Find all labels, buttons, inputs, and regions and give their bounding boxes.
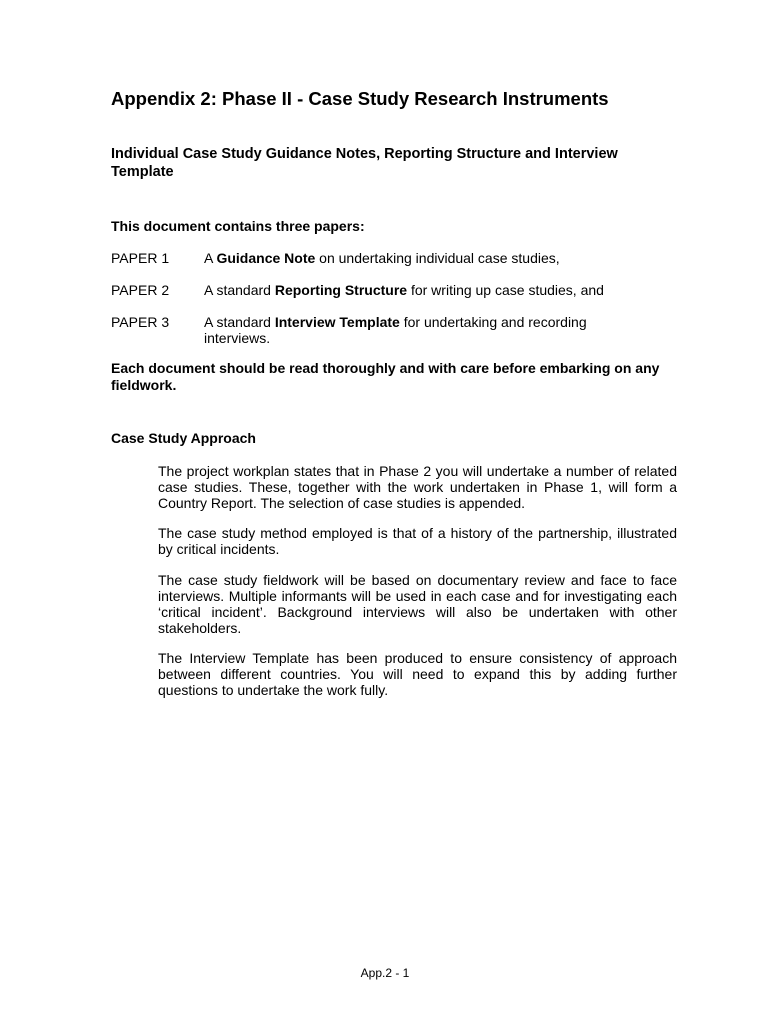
paper-label: PAPER 2 [111,282,170,298]
paper-desc-suffix: for undertaking and recording interviews. [204,314,587,346]
paper-label: PAPER 3 [111,314,170,330]
paper-desc-prefix: A standard [204,314,275,330]
paper-desc-suffix: on undertaking individual case studies, [315,250,560,266]
paper-desc-bold: Guidance Note [216,250,316,266]
paper-description [204,282,624,298]
contents-heading: This document contains three papers: [111,218,365,234]
paper-description [204,250,624,266]
reading-notice: Each document should be read thoroughly and with care before embarking on any fieldwork. [111,360,660,393]
paper-label: PAPER 1 [111,250,170,266]
page-number: App.2 - 1 [360,966,410,980]
paper-description [204,314,624,346]
paper-desc-bold: Interview Template [274,314,400,330]
paragraph: The project workplan states that in Phase 2 you will undertake a number of related case studies. These, together with the work undertaken in Phase 1, will form a Country Report. The selection of case studies is appended. [158,463,677,511]
page-title: Appendix 2: Phase II - Case Study Research Instruments [111,88,609,109]
paragraph: The case study fieldwork will be based on documentary review and face to face interviews. Multiple informants will be used in each case and for investigating each ‘critical incident’. Background interviews will also be undertaken with other stakeholders. [158,572,677,636]
paragraph: The Interview Template has been produced to ensure consistency of approach between different countries. You will need to expand this by adding further questions to undertake the work fully. [158,650,677,698]
document-subtitle: Individual Case Study Guidance Notes, Reporting Structure and Interview Template [111,146,618,180]
paper-desc-prefix: A [204,250,217,266]
paper-desc-prefix: A standard [204,282,275,298]
paper-desc-bold: Reporting Structure [274,282,408,298]
section-heading: Case Study Approach [111,430,256,446]
paragraph: The case study method employed is that of a history of the partnership, illustrated by critical incidents. [158,525,677,557]
paper-desc-suffix: for writing up case studies, and [407,282,604,298]
